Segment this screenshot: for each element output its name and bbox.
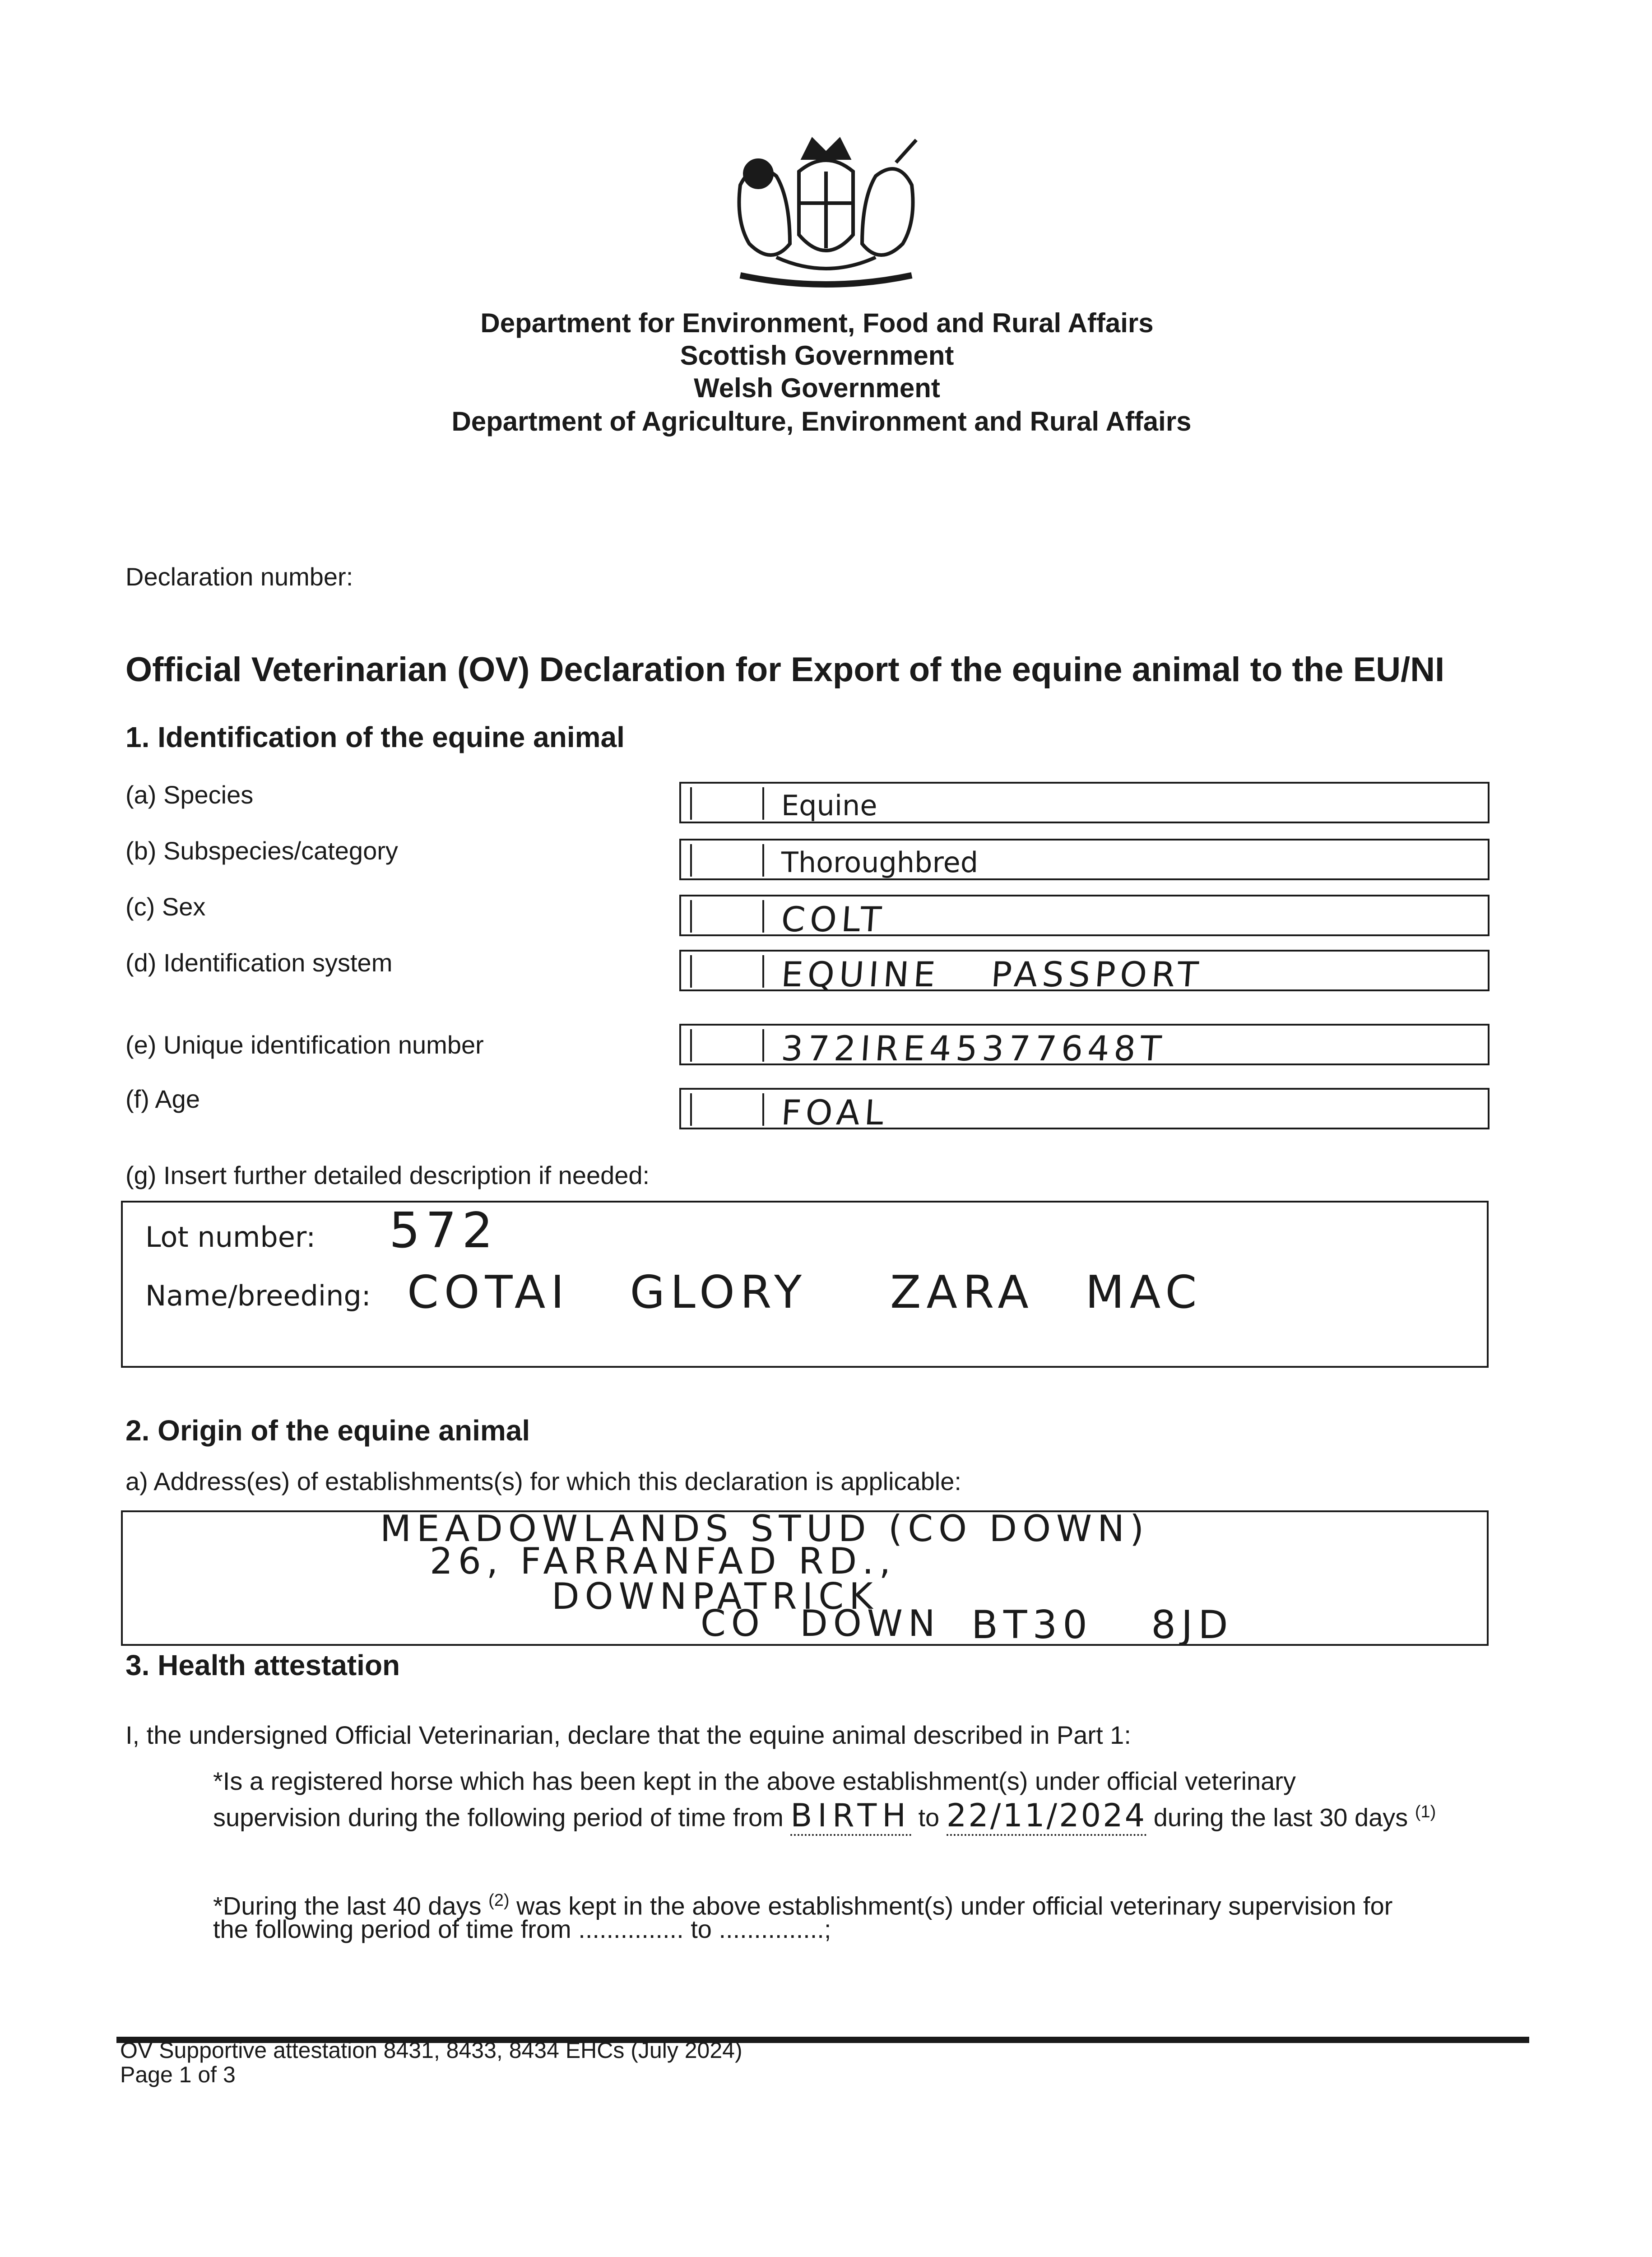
id-system-value: EQUINE PASSPORT — [780, 954, 1204, 994]
lot-number-value: 572 — [389, 1203, 499, 1259]
subspecies-field[interactable] — [679, 839, 1490, 880]
para1-pre: supervision during the following period of time from — [213, 1803, 784, 1832]
breeding-value: ZARA MAC — [890, 1266, 1202, 1319]
para2-pre: *During the last 40 days — [213, 1891, 482, 1920]
age-value: FOAL — [780, 1092, 890, 1133]
section2-heading: 2. Origin of the equine animal — [125, 1414, 530, 1447]
label-subspecies: (b) Subspecies/category — [125, 836, 398, 865]
horse-name-value: COTAI GLORY — [407, 1266, 807, 1319]
further-description-box[interactable] — [121, 1201, 1489, 1368]
attestation-para1-line1: *Is a registered horse which has been kept in the above establishment(s) under official veterinary — [213, 1767, 1296, 1795]
attestation-para2-line2: the following period of time from ............... to ...............; — [213, 1915, 831, 1943]
sex-field[interactable] — [679, 895, 1490, 939]
address-box[interactable] — [121, 1510, 1489, 1646]
unique-id-value: 372IRE45377648T — [780, 1028, 1167, 1068]
address-postcode: BT30 8JD — [971, 1602, 1234, 1648]
declaration-number-label: Declaration number: — [125, 562, 353, 591]
attestation-intro: I, the undersigned Official Veterinarian, declare that the equine animal described in Part 1: — [125, 1721, 1131, 1749]
lot-number-label: Lot number: — [145, 1221, 316, 1254]
further-description-label: (g) Insert further detailed description if needed: — [125, 1161, 650, 1189]
address-label: a) Address(es) of establishments(s) for which this declaration is applicable: — [125, 1467, 961, 1495]
attestation-para1-line2 — [213, 1797, 1436, 1833]
footer-attestation: OV Supportive attestation 8431, 8433, 8434 EHCs (July 2024) — [120, 2038, 742, 2063]
label-unique-id: (e) Unique identification number — [125, 1031, 484, 1059]
address-line-3: DOWNPATRICK — [552, 1575, 878, 1617]
address-line-4: CO DOWN — [701, 1602, 941, 1644]
label-age: (f) Age — [125, 1085, 200, 1113]
name-breeding-label: Name/breeding: — [145, 1279, 371, 1312]
para2-post: was kept in the above establishment(s) under official veterinary supervision for — [516, 1891, 1393, 1920]
subspecies-value: Thoroughbred — [781, 846, 979, 879]
age-field[interactable] — [679, 1088, 1490, 1133]
label-species: (a) Species — [125, 780, 254, 809]
footer-page-number: Page 1 of 3 — [120, 2062, 236, 2087]
para1-to-value[interactable]: 22/11/2024 — [947, 1797, 1146, 1836]
dept-scottish-gov: Scottish Government — [680, 340, 954, 371]
id-system-field[interactable] — [679, 950, 1490, 994]
para1-post: during the last 30 days — [1153, 1803, 1408, 1832]
page-title: Official Veterinarian (OV) Declaration for Export of the equine animal to the EU/NI — [125, 650, 1445, 689]
footnote-2: (2) — [488, 1891, 510, 1910]
dept-defra: Department for Environment, Food and Rural Affairs — [480, 308, 1154, 338]
address-line-2: 26, FARRANFAD RD., — [430, 1540, 896, 1582]
label-sex: (c) Sex — [125, 892, 206, 921]
dept-welsh-gov: Welsh Government — [694, 373, 940, 403]
section1-heading: 1. Identification of the equine animal — [125, 721, 625, 753]
dept-daera: Department of Agriculture, Environment and Rural Affairs — [451, 406, 1192, 437]
unique-id-field[interactable] — [679, 1024, 1490, 1068]
address-line-1: MEADOWLANDS STUD (CO DOWN) — [380, 1508, 1150, 1550]
footnote-1: (1) — [1415, 1802, 1436, 1821]
sex-value: COLT — [780, 899, 887, 939]
species-value: Equine — [781, 789, 877, 822]
para1-from-value[interactable]: BIRTH — [790, 1797, 911, 1836]
section3-heading: 3. Health attestation — [125, 1649, 400, 1681]
label-id-system: (d) Identification system — [125, 948, 393, 977]
para1-to-word: to — [918, 1803, 940, 1832]
royal-crest-icon — [722, 131, 930, 298]
species-field[interactable] — [679, 782, 1490, 823]
